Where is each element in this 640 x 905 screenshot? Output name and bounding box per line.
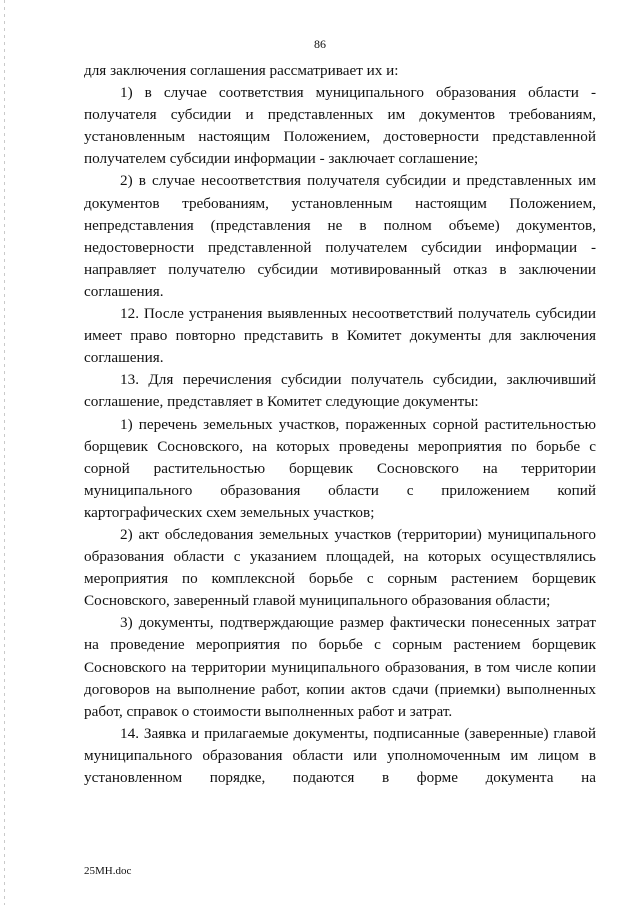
paragraph-item-2: 2) в случае несоответствия получателя субсидии и представленных им документов требованиям, установленным настоящим Положением, непредставления (представления не в полном объеме) документов, недостоверности представленной получателем субсидии информации - направляет получателю субсидии мотивированный отказ в заключении соглашения. [84,172,596,300]
paragraph-clause-13: 13. Для перечисления субсидии получатель субсидии, заключивший соглашение, представляет в Комитет следующие документы: [84,371,596,411]
page-number: 86 [314,37,326,51]
file-name-footer: 25МН.doc [84,865,132,877]
paragraph-clause-12: 12. После устранения выявленных несоответствий получатель субсидии имеет право повторно представить в Комитет документы для заключения соглашения. [84,305,596,367]
paragraph-clause-13-item-1: 1) перечень земельных участков, пораженных сорной растительностью борщевик Сосновского, на которых проведены мероприятия по борьбе с сорной растительностью борщевик Сосновского на территории муниципального образования области с приложением копий картографических схем земельных участков; [84,415,596,521]
document-body [84,60,596,789]
paragraph-clause-13-item-2: 2) акт обследования земельных участков (территории) муниципального образования области с указанием площадей, на которых осуществлялись мероприятия по комплексной борьбе с сорным растением борщевик Сосновского, заверенный главой муниципального образования области; [84,525,596,610]
scan-edge-line [4,0,5,905]
paragraph-continuation: для заключения соглашения рассматривает их и: [84,62,399,79]
paragraph-clause-14: 14. Заявка и прилагаемые документы, подписанные (заверенные) главой муниципального образования области или уполномоченным им лицом в установленном порядке, подаются в форме документа на [84,724,596,786]
paragraph-item-1: 1) в случае соответствия муниципального образования области - получателя субсидии и представленных им документов требованиям, установленным настоящим Положением, достоверности представленной получателем субсидии информации - заключает соглашение; [84,84,596,168]
paragraph-clause-13-item-3: 3) документы, подтверждающие размер фактически понесенных затрат на проведение мероприятия по борьбе с сорным растением борщевик Сосновского на территории муниципального образования, в том числе копии договоров на выполнение работ, копии актов сдачи (приемки) выполненных работ, справок о стоимости выполненных работ и затрат. [84,614,596,720]
